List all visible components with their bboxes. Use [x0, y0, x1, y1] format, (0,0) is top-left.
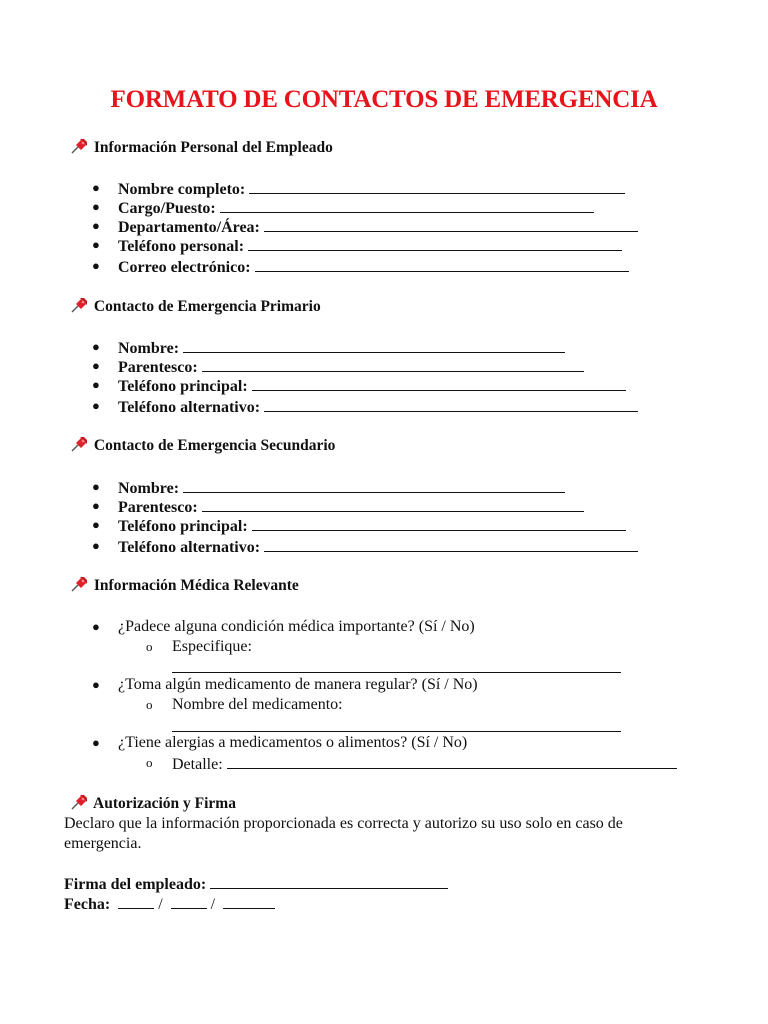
date-day-blank[interactable] [118, 893, 154, 909]
field-label: Cargo/Puesto: [118, 200, 216, 217]
section-title: Autorización y Firma [93, 795, 236, 812]
bullet-icon: ● [92, 498, 100, 513]
bullet-icon: ● [92, 538, 100, 553]
section-title: Contacto de Emergencia Primario [93, 298, 321, 315]
field-blank-line[interactable] [255, 256, 629, 272]
sub-label: Nombre del medicamento: [172, 696, 343, 713]
date-month-blank[interactable] [171, 893, 207, 909]
date-field[interactable] [64, 893, 275, 913]
circle-bullet-icon: o [146, 697, 153, 712]
field-blank-line[interactable] [249, 178, 625, 194]
section-title: Información Personal del Empleado [93, 139, 333, 156]
signature-field[interactable] [64, 873, 448, 893]
authorization-text: Declaro que la información proporcionada es correcta y autorizo su uso solo en caso de emergencia. [64, 815, 623, 852]
pushpin-icon [68, 575, 90, 593]
field-blank-line[interactable] [202, 496, 584, 512]
question-text: ¿Tiene alergias a medicamentos o alimentos? (Sí / No) [118, 734, 468, 751]
section-heading-medical [68, 575, 299, 595]
signature-label: Firma del empleado: [64, 876, 207, 893]
pushpin-icon [68, 296, 90, 314]
question-text: ¿Toma algún medicamento de manera regular? (Sí / No) [118, 676, 478, 693]
circle-bullet-icon: o [146, 755, 153, 770]
field-label: Parentesco: [118, 359, 198, 376]
field-blank-line[interactable] [183, 337, 565, 353]
section-title: Contacto de Emergencia Secundario [93, 437, 336, 454]
field-blank-line[interactable] [252, 515, 626, 531]
field-label: Teléfono alternativo: [118, 539, 261, 556]
field-label: Nombre completo: [118, 181, 246, 198]
bullet-icon: ● [92, 358, 100, 373]
field-label: Teléfono personal: [118, 238, 245, 255]
date-label: Fecha: [64, 896, 111, 913]
bullet-icon: ● [92, 479, 100, 494]
section-heading-personal [68, 137, 333, 157]
answer-blank-line[interactable] [172, 731, 621, 732]
field-blank-line[interactable] [264, 536, 638, 552]
bullet-icon: ● [92, 619, 100, 634]
question-text: ¿Padece alguna condición médica importante? (Sí / No) [118, 618, 475, 635]
field-label: Nombre: [118, 340, 180, 357]
bullet-icon: ● [92, 199, 100, 214]
sub-label: Detalle: [172, 756, 223, 773]
section-heading-authorization [68, 793, 236, 813]
pushpin-icon [68, 435, 90, 453]
date-separator: / [158, 896, 163, 913]
field-label: Teléfono principal: [118, 518, 248, 535]
document-title: FORMATO DE CONTACTOS DE EMERGENCIA [110, 86, 658, 113]
bullet-icon: ● [92, 735, 100, 750]
section-heading-secondary [68, 435, 335, 455]
bullet-icon: ● [92, 517, 100, 532]
field-blank-line[interactable] [183, 477, 565, 493]
bullet-icon: ● [92, 677, 100, 692]
field-label: Parentesco: [118, 499, 198, 516]
field-label: Departamento/Área: [118, 219, 260, 236]
field-label: Teléfono principal: [118, 378, 248, 395]
circle-bullet-icon: o [146, 639, 153, 654]
date-year-blank[interactable] [223, 893, 275, 909]
bullet-icon: ● [92, 218, 100, 233]
field-blank-line[interactable] [264, 216, 638, 232]
field-blank-line[interactable] [220, 197, 594, 213]
date-separator: / [210, 896, 216, 913]
bullet-icon: ● [92, 237, 100, 252]
field-blank-line[interactable] [202, 356, 584, 372]
bullet-icon: ● [92, 339, 100, 354]
field-blank-line[interactable] [252, 375, 626, 391]
field-blank-line[interactable] [248, 235, 622, 251]
pushpin-icon [68, 137, 90, 155]
field-blank-line[interactable] [264, 396, 638, 412]
signature-blank-line[interactable] [210, 873, 448, 889]
bullet-icon: ● [92, 377, 100, 392]
section-title: Información Médica Relevante [93, 577, 299, 594]
field-label: Nombre: [118, 480, 180, 497]
bullet-icon: ● [92, 180, 100, 195]
section-heading-primary [68, 296, 321, 316]
pushpin-icon [68, 793, 90, 811]
bullet-icon: ● [92, 398, 100, 413]
field-label: Correo electrónico: [118, 259, 251, 276]
answer-blank-line[interactable] [172, 672, 621, 673]
bullet-icon: ● [92, 258, 100, 273]
field-label: Teléfono alternativo: [118, 399, 261, 416]
sub-label: Especifique: [172, 638, 252, 655]
answer-blank-line[interactable] [227, 753, 677, 769]
